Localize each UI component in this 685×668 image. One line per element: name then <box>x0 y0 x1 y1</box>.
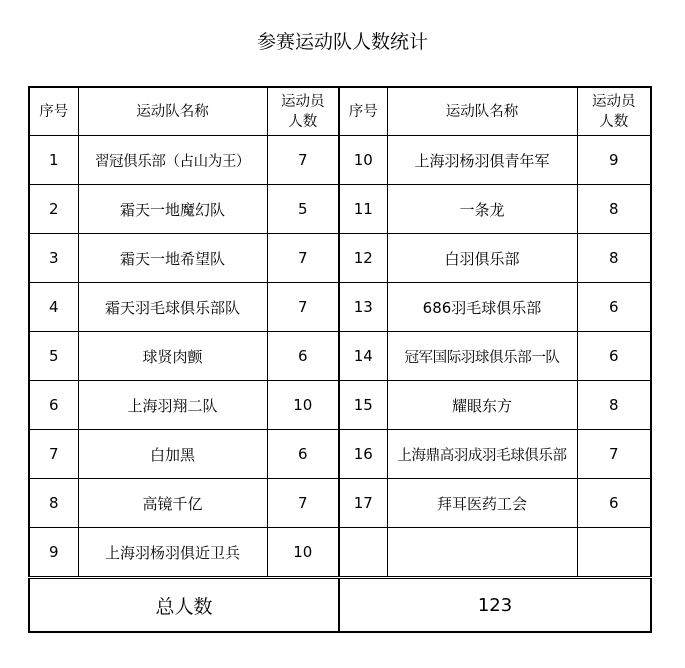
team-name: 冠军国际羽球俱乐部一队 <box>387 332 577 381</box>
team-seq: 6 <box>29 381 78 430</box>
team-seq: 10 <box>339 136 387 185</box>
team-seq: 13 <box>339 283 387 332</box>
athlete-count: 8 <box>577 381 651 430</box>
team-name: 上海鼎高羽成羽毛球俱乐部 <box>387 430 577 479</box>
header-team-name: 运动队名称 <box>78 87 267 136</box>
team-name: 一条龙 <box>387 185 577 234</box>
team-name: 霜天一地希望队 <box>78 234 267 283</box>
team-name: 高镜千亿 <box>78 479 267 528</box>
athlete-count: 9 <box>577 136 651 185</box>
athlete-count: 7 <box>577 430 651 479</box>
header-count-line2: 人数 <box>599 113 629 130</box>
athlete-count <box>577 528 651 578</box>
athlete-count: 7 <box>267 136 339 185</box>
team-name: 686羽毛球俱乐部 <box>387 283 577 332</box>
athlete-count: 6 <box>577 283 651 332</box>
athlete-count: 8 <box>577 185 651 234</box>
athlete-count: 7 <box>267 479 339 528</box>
team-count-table <box>28 86 652 633</box>
header-count-line1: 运动员 <box>592 93 636 110</box>
header-count-line1: 运动员 <box>281 93 325 110</box>
athlete-count: 6 <box>577 479 651 528</box>
athlete-count: 7 <box>267 283 339 332</box>
page-title: 参赛运动队人数统计 <box>256 31 428 53</box>
header-athlete-count <box>267 87 339 136</box>
table-row <box>29 528 651 578</box>
team-seq: 9 <box>29 528 78 578</box>
team-name: 霜天一地魔幻队 <box>78 185 267 234</box>
team-seq: 7 <box>29 430 78 479</box>
athlete-count: 6 <box>267 332 339 381</box>
team-seq: 3 <box>29 234 78 283</box>
table-row <box>29 430 651 479</box>
team-seq: 4 <box>29 283 78 332</box>
team-seq: 5 <box>29 332 78 381</box>
team-seq: 2 <box>29 185 78 234</box>
team-name: 上海羽翔二队 <box>78 381 267 430</box>
team-name: 白加黑 <box>78 430 267 479</box>
header-team-name: 运动队名称 <box>387 87 577 136</box>
team-name: 白羽俱乐部 <box>387 234 577 283</box>
team-name: 耀眼东方 <box>387 381 577 430</box>
athlete-count: 7 <box>267 234 339 283</box>
total-value: 123 <box>339 578 651 633</box>
team-name: 上海羽杨羽俱青年军 <box>387 136 577 185</box>
athlete-count: 10 <box>267 381 339 430</box>
team-seq: 1 <box>29 136 78 185</box>
athlete-count: 10 <box>267 528 339 578</box>
athlete-count: 5 <box>267 185 339 234</box>
total-label: 总人数 <box>29 578 339 633</box>
team-seq: 17 <box>339 479 387 528</box>
table-row <box>29 136 651 185</box>
header-seq: 序号 <box>29 87 78 136</box>
header-athlete-count <box>577 87 651 136</box>
table-row <box>29 185 651 234</box>
athlete-count: 8 <box>577 234 651 283</box>
athlete-count: 6 <box>577 332 651 381</box>
team-name: 霜天羽毛球俱乐部队 <box>78 283 267 332</box>
team-seq <box>339 528 387 578</box>
table-row <box>29 332 651 381</box>
team-name: 上海羽杨羽俱近卫兵 <box>78 528 267 578</box>
table-row <box>29 479 651 528</box>
total-row <box>29 578 651 633</box>
header-row <box>29 87 651 136</box>
team-seq: 11 <box>339 185 387 234</box>
athlete-count: 6 <box>267 430 339 479</box>
team-name: 球贤肉颤 <box>78 332 267 381</box>
table-row <box>29 283 651 332</box>
team-seq: 12 <box>339 234 387 283</box>
team-seq: 16 <box>339 430 387 479</box>
team-seq: 8 <box>29 479 78 528</box>
header-seq: 序号 <box>339 87 387 136</box>
team-name: 習冠俱乐部（占山为王） <box>78 136 267 185</box>
table-row <box>29 381 651 430</box>
team-name: 拜耳医药工会 <box>387 479 577 528</box>
header-count-line2: 人数 <box>288 113 318 130</box>
team-seq: 15 <box>339 381 387 430</box>
team-seq: 14 <box>339 332 387 381</box>
table-row <box>29 234 651 283</box>
team-name <box>387 528 577 578</box>
